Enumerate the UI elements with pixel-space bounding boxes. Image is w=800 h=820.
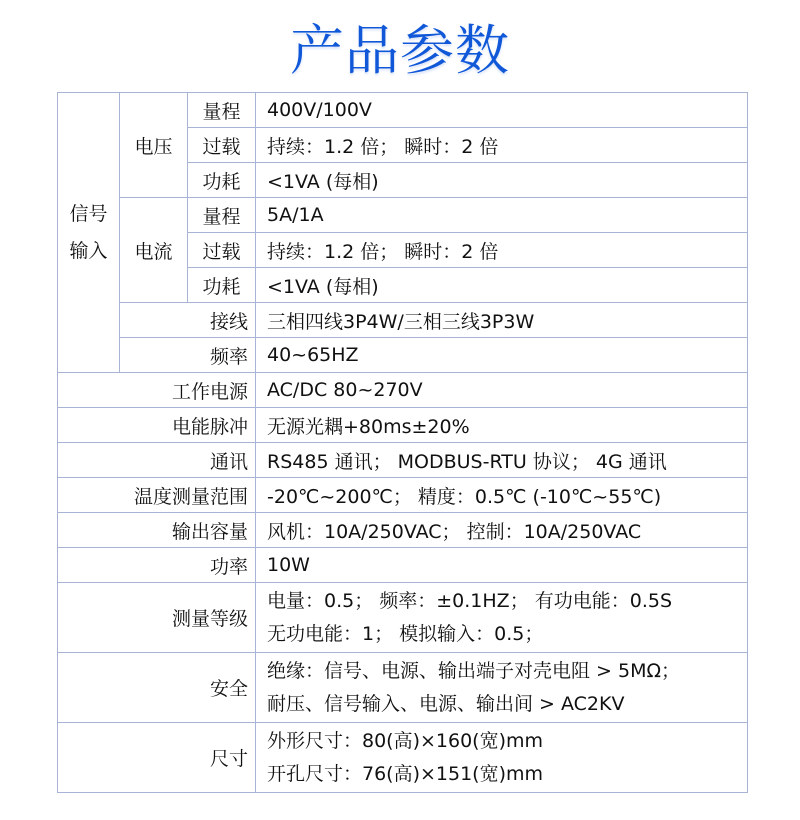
cell-temp-range-value: -20℃~200℃； 精度：0.5℃ (-10℃~55℃): [256, 478, 748, 513]
cell-energy-pulse-label: 电能脉冲: [58, 408, 256, 443]
cell-frequency-value: 40~65HZ: [256, 338, 748, 373]
value-line-1: 绝缘：信号、电源、输出端子对壳电阻 > 5MΩ；: [267, 659, 681, 682]
cell-output-capacity-label: 输出容量: [58, 513, 256, 548]
cell-voltage-consumption-value: <1VA (每相): [256, 163, 748, 198]
cell-power-label: 功率: [58, 548, 256, 583]
value-line-2: 开孔尺寸：76(高)×151(宽)mm: [267, 762, 544, 785]
cell-current-range-value: 5A/1A: [256, 198, 748, 233]
cell-safety-value: [256, 653, 748, 723]
cell-temp-range-label: 温度测量范围: [58, 478, 256, 513]
cell-voltage-subgroup: 电压: [120, 93, 188, 198]
cell-current-consumption-value: <1VA (每相): [256, 268, 748, 303]
cell-safety-label: 安全: [58, 653, 256, 723]
table-row: [58, 198, 748, 233]
table-row: [58, 303, 748, 338]
value-line-2: 耐压、信号输入、电源、输出间 > AC2KV: [267, 692, 625, 715]
table-row: [58, 338, 748, 373]
cell-frequency-label: 频率: [120, 338, 256, 373]
cell-voltage-range-value: 400V/100V: [256, 93, 748, 128]
cell-dimensions-label: 尺寸: [58, 723, 256, 793]
value-line-1: 电量：0.5； 频率：±0.1HZ； 有功电能：0.5S: [267, 589, 673, 612]
cell-dimensions-value: [256, 723, 748, 793]
cell-voltage-consumption-label: 功耗: [188, 163, 256, 198]
value-line-1: 外形尺寸：80(高)×160(宽)mm: [267, 729, 544, 752]
cell-accuracy-class-value: [256, 583, 748, 653]
table-row: [58, 443, 748, 478]
cell-working-power-value: AC/DC 80~270V: [256, 373, 748, 408]
value-line-2: 无功电能：1； 模拟输入：0.5；: [267, 622, 544, 645]
table-row: [58, 723, 748, 793]
cell-voltage-overload-value: 持续：1.2 倍； 瞬时：2 倍: [256, 128, 748, 163]
cell-voltage-overload-label: 过载: [188, 128, 256, 163]
cell-power-value: 10W: [256, 548, 748, 583]
cell-voltage-range-label: 量程: [188, 93, 256, 128]
cell-communication-label: 通讯: [58, 443, 256, 478]
table-row: [58, 93, 748, 128]
table-row: [58, 583, 748, 653]
table-row: [58, 653, 748, 723]
cell-working-power-label: 工作电源: [58, 373, 256, 408]
table-row: [58, 373, 748, 408]
cell-output-capacity-value: 风机：10A/250VAC； 控制：10A/250VAC: [256, 513, 748, 548]
cell-energy-pulse-value: 无源光耦+80ms±20%: [256, 408, 748, 443]
cell-current-subgroup: 电流: [120, 198, 188, 303]
cell-current-overload-value: 持续：1.2 倍； 瞬时：2 倍: [256, 233, 748, 268]
cell-current-overload-label: 过载: [188, 233, 256, 268]
table-row: [58, 478, 748, 513]
page-title: 产品参数: [290, 19, 510, 82]
table-row: [58, 548, 748, 583]
product-spec-table: [57, 92, 748, 793]
table-row: [58, 513, 748, 548]
table-row: [58, 408, 748, 443]
cell-communication-value: RS485 通讯； MODBUS-RTU 协议； 4G 通讯: [256, 443, 748, 478]
cell-wiring-label: 接线: [120, 303, 256, 338]
cell-accuracy-class-label: 测量等级: [58, 583, 256, 653]
cell-wiring-value: 三相四线3P4W/三相三线3P3W: [256, 303, 748, 338]
cell-current-range-label: 量程: [188, 198, 256, 233]
cell-signal-input-group: 信号输入: [58, 93, 120, 373]
cell-current-consumption-label: 功耗: [188, 268, 256, 303]
